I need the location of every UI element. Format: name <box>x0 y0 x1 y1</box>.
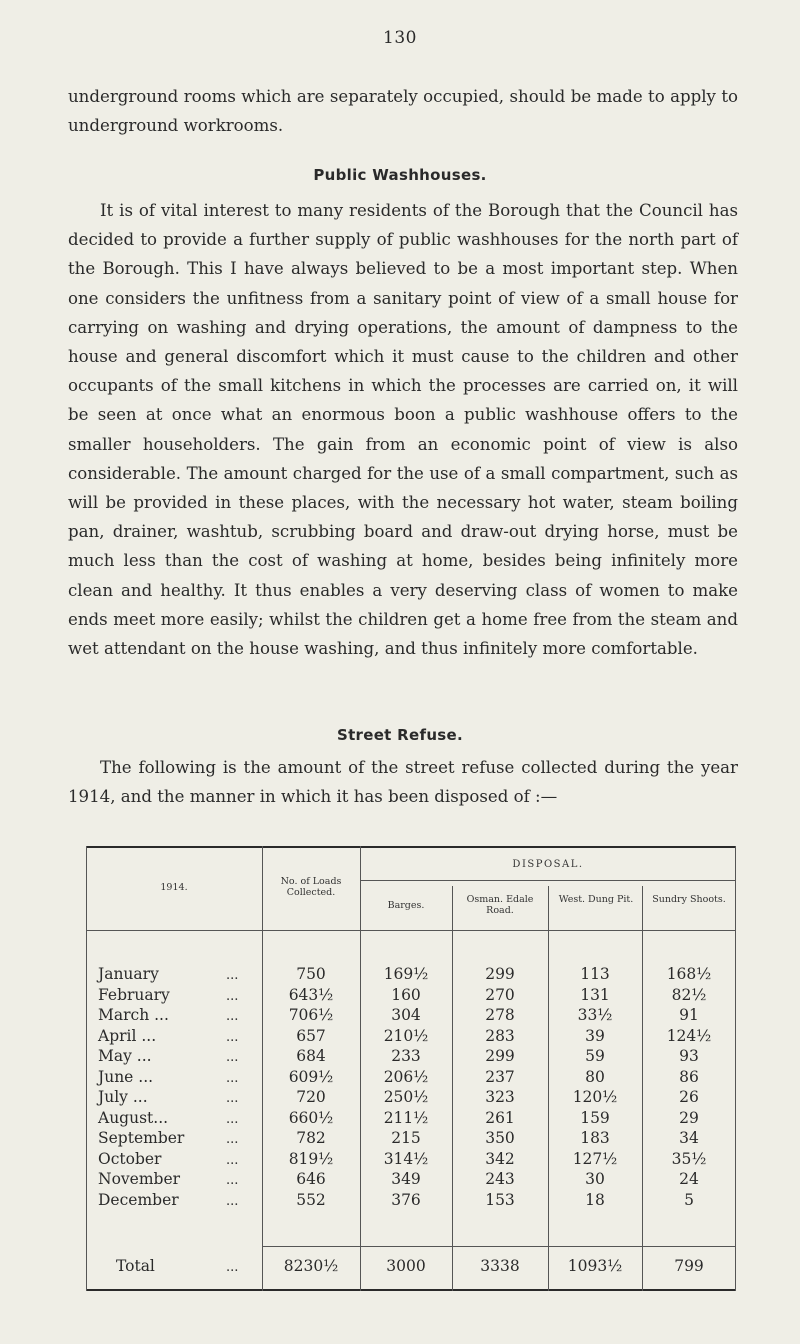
table-cell-loads: 646 <box>296 1170 326 1188</box>
table-cell-west: 18 <box>585 1190 605 1209</box>
table-cell-sundry: 91 <box>679 1006 699 1024</box>
total-row-label <box>116 1256 266 1278</box>
table-cell-osman: 261 <box>485 1108 515 1127</box>
header-underline-loads <box>262 930 360 931</box>
table-cell-loads: 750 <box>296 965 326 983</box>
table-row-month <box>98 1026 258 1048</box>
leader-dots: ... <box>226 1070 239 1086</box>
header-year: 1914. <box>160 882 188 893</box>
table-row-month <box>98 1005 258 1027</box>
washhouses-paragraph <box>68 196 738 663</box>
leader-dots: ... <box>226 1029 239 1045</box>
table-cell-osman: 342 <box>485 1149 515 1168</box>
table-cell-osman: 323 <box>485 1088 515 1106</box>
table-cell-barges: 233 <box>391 1047 421 1065</box>
header-disposal: DISPOSAL. <box>512 859 584 870</box>
month-label: April ... <box>98 1026 157 1045</box>
table-cell-loads: 782 <box>296 1129 326 1147</box>
table-cell-loads: 706½ <box>288 1006 334 1024</box>
leader-dots: ... <box>226 1260 239 1275</box>
table-cell-sundry: 168½ <box>666 965 712 983</box>
table-cell-barges: 304 <box>391 1006 421 1024</box>
table-row-month <box>98 1128 258 1150</box>
table-cell-barges: 376 <box>391 1190 421 1209</box>
total-overline-disposal <box>360 1246 736 1247</box>
table-cell-osman: 153 <box>485 1190 515 1209</box>
table-cell-osman: 278 <box>485 1006 515 1024</box>
intro-paragraph <box>68 82 738 140</box>
table-cell-barges: 169½ <box>383 965 429 983</box>
table-left-border <box>86 846 87 1291</box>
month-label: July ... <box>98 1088 148 1106</box>
table-cell-barges: 160 <box>391 985 421 1004</box>
table-cell-west: 131 <box>580 985 610 1004</box>
table-cell-west: 39 <box>585 1026 605 1045</box>
table-cell-osman: 299 <box>485 965 515 983</box>
table-cell-barges: 210½ <box>383 1026 429 1045</box>
disposal-underline <box>360 880 736 881</box>
month-label: February <box>98 985 170 1004</box>
total-cell-loads: 8230½ <box>283 1257 339 1275</box>
table-row-month <box>98 1149 258 1171</box>
table-cell-west: 80 <box>585 1067 605 1086</box>
table-cell-sundry: 35½ <box>671 1149 707 1168</box>
leader-dots: ... <box>226 988 239 1004</box>
header-loads: No. of Loads Collected. <box>280 876 342 898</box>
table-cell-barges: 314½ <box>383 1149 429 1168</box>
table-cell-sundry: 34 <box>679 1129 699 1147</box>
month-label: March ... <box>98 1006 169 1024</box>
table-cell-west: 127½ <box>572 1149 618 1168</box>
table-row-month <box>98 1190 258 1212</box>
month-label: August... <box>98 1108 169 1127</box>
header-barges: Barges. <box>387 900 425 911</box>
street-refuse-text: The following is the amount of the street refuse collected during the year 1914, and the manner in which it has been disposed of :— <box>68 758 738 807</box>
table-cell-sundry: 124½ <box>666 1026 712 1045</box>
table-cell-osman: 299 <box>485 1047 515 1065</box>
leader-dots: ... <box>226 1091 239 1106</box>
washhouses-heading: Public Washhouses. <box>313 166 487 184</box>
table-bottom-rule <box>86 1289 736 1291</box>
total-cell-osman: 3338 <box>480 1257 520 1275</box>
table-row-month <box>98 985 258 1007</box>
table-cell-osman: 283 <box>485 1026 515 1045</box>
table-cell-sundry: 82½ <box>671 985 707 1004</box>
street-refuse-heading: Street Refuse. <box>336 726 464 744</box>
total-label: Total <box>116 1257 155 1275</box>
leader-dots: ... <box>226 1173 239 1188</box>
table-cell-west: 30 <box>585 1170 605 1188</box>
table-cell-barges: 250½ <box>383 1088 429 1106</box>
washhouses-text: It is of vital interest to many residents of the Borough that the Council has decided to provide a further supply of public washhouses for the north part of the Borough. This I have always believed to be a most important step. When one considers the unfitness from a sanitary point of view of a small house for carrying on washing and drying operations, the amount of dampness to the house and general discomfort which it must cause to the children and other occupants of the small kitchens in which the processes are carried on, it will be seen at once what an enormous boon a public washhouse offers to the smaller householders. The gain from an economic point of view is also considerable. The amount charged for the use of a small compartment, such as will be provided in these places, with the necessary hot water, steam boiling pan, drainer, washtub, scrubbing board and draw-out drying horse, must be much less than the cost of washing at home, besides being infinitely more clean and healthy. It thus enables a very deserving class of women to make ends meet more easily; whilst the children get a home free from the steam and wet attendant on the house washing, and thus infinitely more comfortable. <box>68 201 738 659</box>
total-cell-west: 1093½ <box>567 1257 623 1275</box>
leader-dots: ... <box>226 968 239 983</box>
month-label: October <box>98 1149 162 1168</box>
table-cell-west: 59 <box>585 1047 605 1065</box>
leader-dots: ... <box>226 1132 239 1147</box>
table-cell-osman: 270 <box>485 985 515 1004</box>
table-cell-loads: 609½ <box>288 1067 334 1086</box>
month-label: June ... <box>98 1067 154 1086</box>
table-cell-loads: 819½ <box>288 1149 334 1168</box>
header-sundry: Sundry Shoots. <box>652 894 726 905</box>
table-top-rule <box>86 846 736 848</box>
table-cell-west: 159 <box>580 1108 610 1127</box>
table-cell-west: 113 <box>580 965 610 983</box>
header-underline-left <box>86 930 262 931</box>
table-cell-sundry: 93 <box>679 1047 699 1065</box>
table-cell-loads: 684 <box>296 1047 326 1065</box>
page-number: 130 <box>383 28 417 48</box>
table-cell-osman: 350 <box>485 1129 515 1147</box>
table-cell-barges: 206½ <box>383 1067 429 1086</box>
table-cell-barges: 349 <box>391 1170 421 1188</box>
total-cell-sundry: 799 <box>674 1257 704 1275</box>
total-cell-barges: 3000 <box>386 1257 426 1275</box>
table-cell-sundry: 86 <box>679 1067 699 1086</box>
table-cell-sundry: 29 <box>679 1108 699 1127</box>
leader-dots: ... <box>226 1009 239 1024</box>
street-refuse-paragraph <box>68 753 738 811</box>
table-row-month <box>98 1046 258 1068</box>
table-row-month <box>98 1108 258 1130</box>
table-cell-sundry: 24 <box>679 1170 699 1188</box>
month-label: December <box>98 1190 179 1209</box>
table-cell-osman: 237 <box>485 1067 515 1086</box>
header-underline-disposal <box>360 930 736 931</box>
leader-dots: ... <box>226 1152 239 1168</box>
header-west: West. Dung Pit. <box>558 894 634 905</box>
street-refuse-table <box>86 846 736 1291</box>
table-cell-west: 33½ <box>577 1006 613 1024</box>
table-cell-osman: 243 <box>485 1170 515 1188</box>
table-cell-sundry: 5 <box>684 1190 694 1209</box>
table-cell-sundry: 26 <box>679 1088 699 1106</box>
header-osman: Osman. Edale Road. <box>466 894 534 916</box>
month-label: January <box>98 965 159 983</box>
table-cell-barges: 215 <box>391 1129 421 1147</box>
total-overline-left <box>262 1246 360 1247</box>
leader-dots: ... <box>226 1111 239 1127</box>
table-cell-loads: 657 <box>296 1026 326 1045</box>
table-cell-loads: 660½ <box>288 1108 334 1127</box>
table-row-month <box>98 1087 258 1109</box>
table-row-month <box>98 1067 258 1089</box>
intro-text: underground rooms which are separately occupied, should be made to apply to underground workrooms. <box>68 87 738 136</box>
month-label: May ... <box>98 1047 152 1065</box>
table-cell-loads: 643½ <box>288 985 334 1004</box>
table-cell-barges: 211½ <box>383 1108 429 1127</box>
table-cell-west: 120½ <box>572 1088 618 1106</box>
month-label: November <box>98 1170 181 1188</box>
table-row-month <box>98 1169 258 1191</box>
month-label: September <box>98 1129 185 1147</box>
table-cell-west: 183 <box>580 1129 610 1147</box>
leader-dots: ... <box>226 1193 239 1209</box>
table-cell-loads: 552 <box>296 1190 326 1209</box>
table-row-month <box>98 964 258 986</box>
leader-dots: ... <box>226 1050 239 1065</box>
table-cell-loads: 720 <box>296 1088 326 1106</box>
